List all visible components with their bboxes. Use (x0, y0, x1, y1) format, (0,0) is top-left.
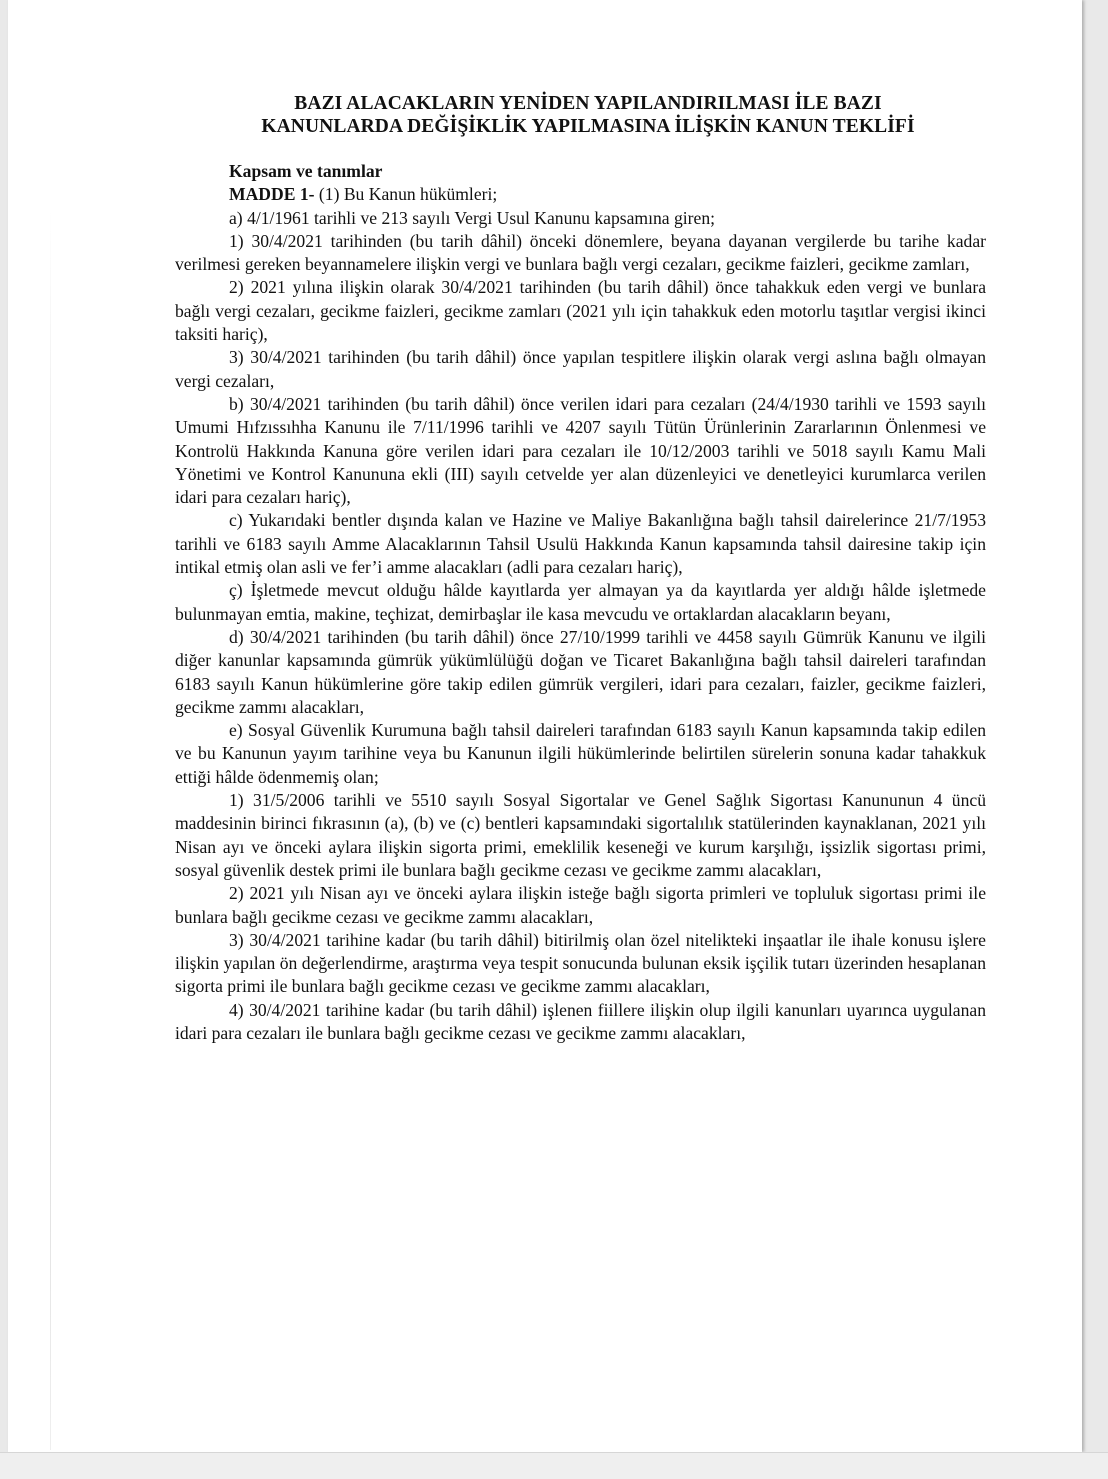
title-line-2: KANUNLARDA DEĞİŞİKLİK YAPILMASINA İLİŞKİN KANUN TEKLİFİ (261, 116, 915, 137)
article-intro (175, 183, 986, 206)
paragraph: 1) 30/4/2021 tarihinden (bu tarih dâhil) önceki dönemlere, beyana dayanan vergilerde bu tarihe kadar verilmesi gereken beyannamelere ilişkin vergi ve bunlara bağlı vergi cezaları, gecikme faizleri, gecikme zamları, (175, 230, 986, 275)
paragraph: b) 30/4/2021 tarihinden (bu tarih dâhil) önce verilen idari para cezaları (24/4/1930 tarihli ve 1593 sayılı Umumi Hıfzıssıhha Kanunu ile 7/11/1996 tarihli ve 4207 sayılı Tütün Ürünlerinin Zararlarının Önlenmesi ve Kontrolü Hakkında Kanuna göre verilen idari para cezaları ile 10/12/2003 tarihli ve 5018 sayılı Kamu Mali Yönetimi ve Kontrol Kanununa ekli (III) sayılı cetvelde yer alan düzenleyici ve denetleyici kurumlarca verilen idari para cezaları hariç), (175, 393, 986, 508)
document-body (175, 160, 986, 1045)
paragraph: a) 4/1/1961 tarihli ve 213 sayılı Vergi Usul Kanunu kapsamına giren; (229, 207, 716, 228)
paragraph: ç) İşletmede mevcut olduğu hâlde kayıtlarda yer almayan ya da kayıtlarda yer aldığı hâlde işletmede bulunmayan emtia, makine, teçhizat, demirbaşlar ile kasa mevcudu ve ortaklardan alacakların beyanı, (175, 580, 986, 624)
document-page (8, 0, 1082, 1452)
paragraph: 4) 30/4/2021 tarihine kadar (bu tarih dâhil) işlenen fiillere ilişkin olup ilgili kanunları uyarınca uygulanan idari para cezaları ile bunlara bağlı gecikme cezası ve gecikme zammı alacakları, (175, 999, 986, 1043)
paragraph: d) 30/4/2021 tarihinden (bu tarih dâhil) önce 27/10/1999 tarihli ve 4458 sayılı Gümrük Kanunu ve ilgili diğer kanunlar kapsamında gümrük yükümlülüğü doğan ve Ticaret Bakanlığına bağlı tahsil daireleri tarafından 6183 sayılı Kanun hükümlerine göre takip edilen gümrük vergileri, idari para cezaları, faizler, gecikme faizleri, gecikme zammı alacakları, (175, 626, 986, 717)
title-line-1: BAZI ALACAKLARIN YENİDEN YAPILANDIRILMASI İLE BAZI (294, 93, 882, 114)
document-title (128, 92, 1048, 138)
paragraph: 3) 30/4/2021 tarihine kadar (bu tarih dâhil) bitirilmiş olan özel nitelikteki inşaatlar ile ihale konusu işlere ilişkin yapılan ön değerlendirme, araştırma veya tespit sonucunda bulunan eksik işçilik tutarı üzerinden hesaplanan sigorta primi ile bunlara bağlı gecikme cezası ve gecikme zammı alacakları, (175, 929, 986, 997)
paragraph: 3) 30/4/2021 tarihinden (bu tarih dâhil) önce yapılan tespitlere ilişkin olarak vergi aslına bağlı olmayan vergi cezaları, (175, 347, 986, 391)
viewer-bottom-strip (0, 1452, 1108, 1479)
section-title: Kapsam ve tanımlar (229, 161, 383, 181)
paragraph: 2) 2021 yılına ilişkin olarak 30/4/2021 tarihinden (bu tarih dâhil) önce tahakkuk eden vergi ve bunlara bağlı vergi cezaları, gecikme faizleri, gecikme zamları (2021 yılı için tahakkuk eden motorlu taşıtlar vergisi ikinci taksiti hariç), (175, 277, 986, 345)
article-label: MADDE 1- (229, 184, 315, 205)
paragraph: e) Sosyal Güvenlik Kurumuna bağlı tahsil daireleri tarafından 6183 sayılı Kanun kapsamında takip edilen ve bu Kanunun yayım tarihine veya bu Kanunun ilgili hükümlerinde belirtilen sürelerin sonuna kadar tahakkuk ettiği hâlde ödenmemiş olan; (175, 720, 986, 787)
scan-fold-line (50, 210, 51, 1450)
paragraph: c) Yukarıdaki bentler dışında kalan ve Hazine ve Maliye Bakanlığına bağlı tahsil dairelerince 21/7/1953 tarihli ve 6183 sayılı Amme Alacaklarının Tahsil Usulü Hakkında Kanun kapsamında tahsil dairesine takip için intikal etmiş olan asli ve fer’i amme alacakları (adli para cezaları hariç), (175, 510, 986, 578)
paragraph: 1) 31/5/2006 tarihli ve 5510 sayılı Sosyal Sigortalar ve Genel Sağlık Sigortası Kanununun 4 üncü maddesinin birinci fıkrasının (a), (b) ve (c) bentleri kapsamındaki sigortalılık statülerinden kaynaklanan, 2021 yılı Nisan ayı ve önceki aylara ilişkin sigorta primi, emeklilik keseneği ve kurum karşılığı, işsizlik sigortası primi, sosyal güvenlik destek primi ile bunlara bağlı gecikme cezası ve gecikme zammı alacakları, (175, 790, 986, 880)
paragraph: 2) 2021 yılı Nisan ayı ve önceki aylara ilişkin isteğe bağlı sigorta primleri ve topluluk sigortası primi ile bunlara bağlı gecikme cezası ve gecikme zammı alacakları, (175, 883, 986, 927)
article-intro-text: (1) Bu Kanun hükümleri; (314, 184, 498, 205)
